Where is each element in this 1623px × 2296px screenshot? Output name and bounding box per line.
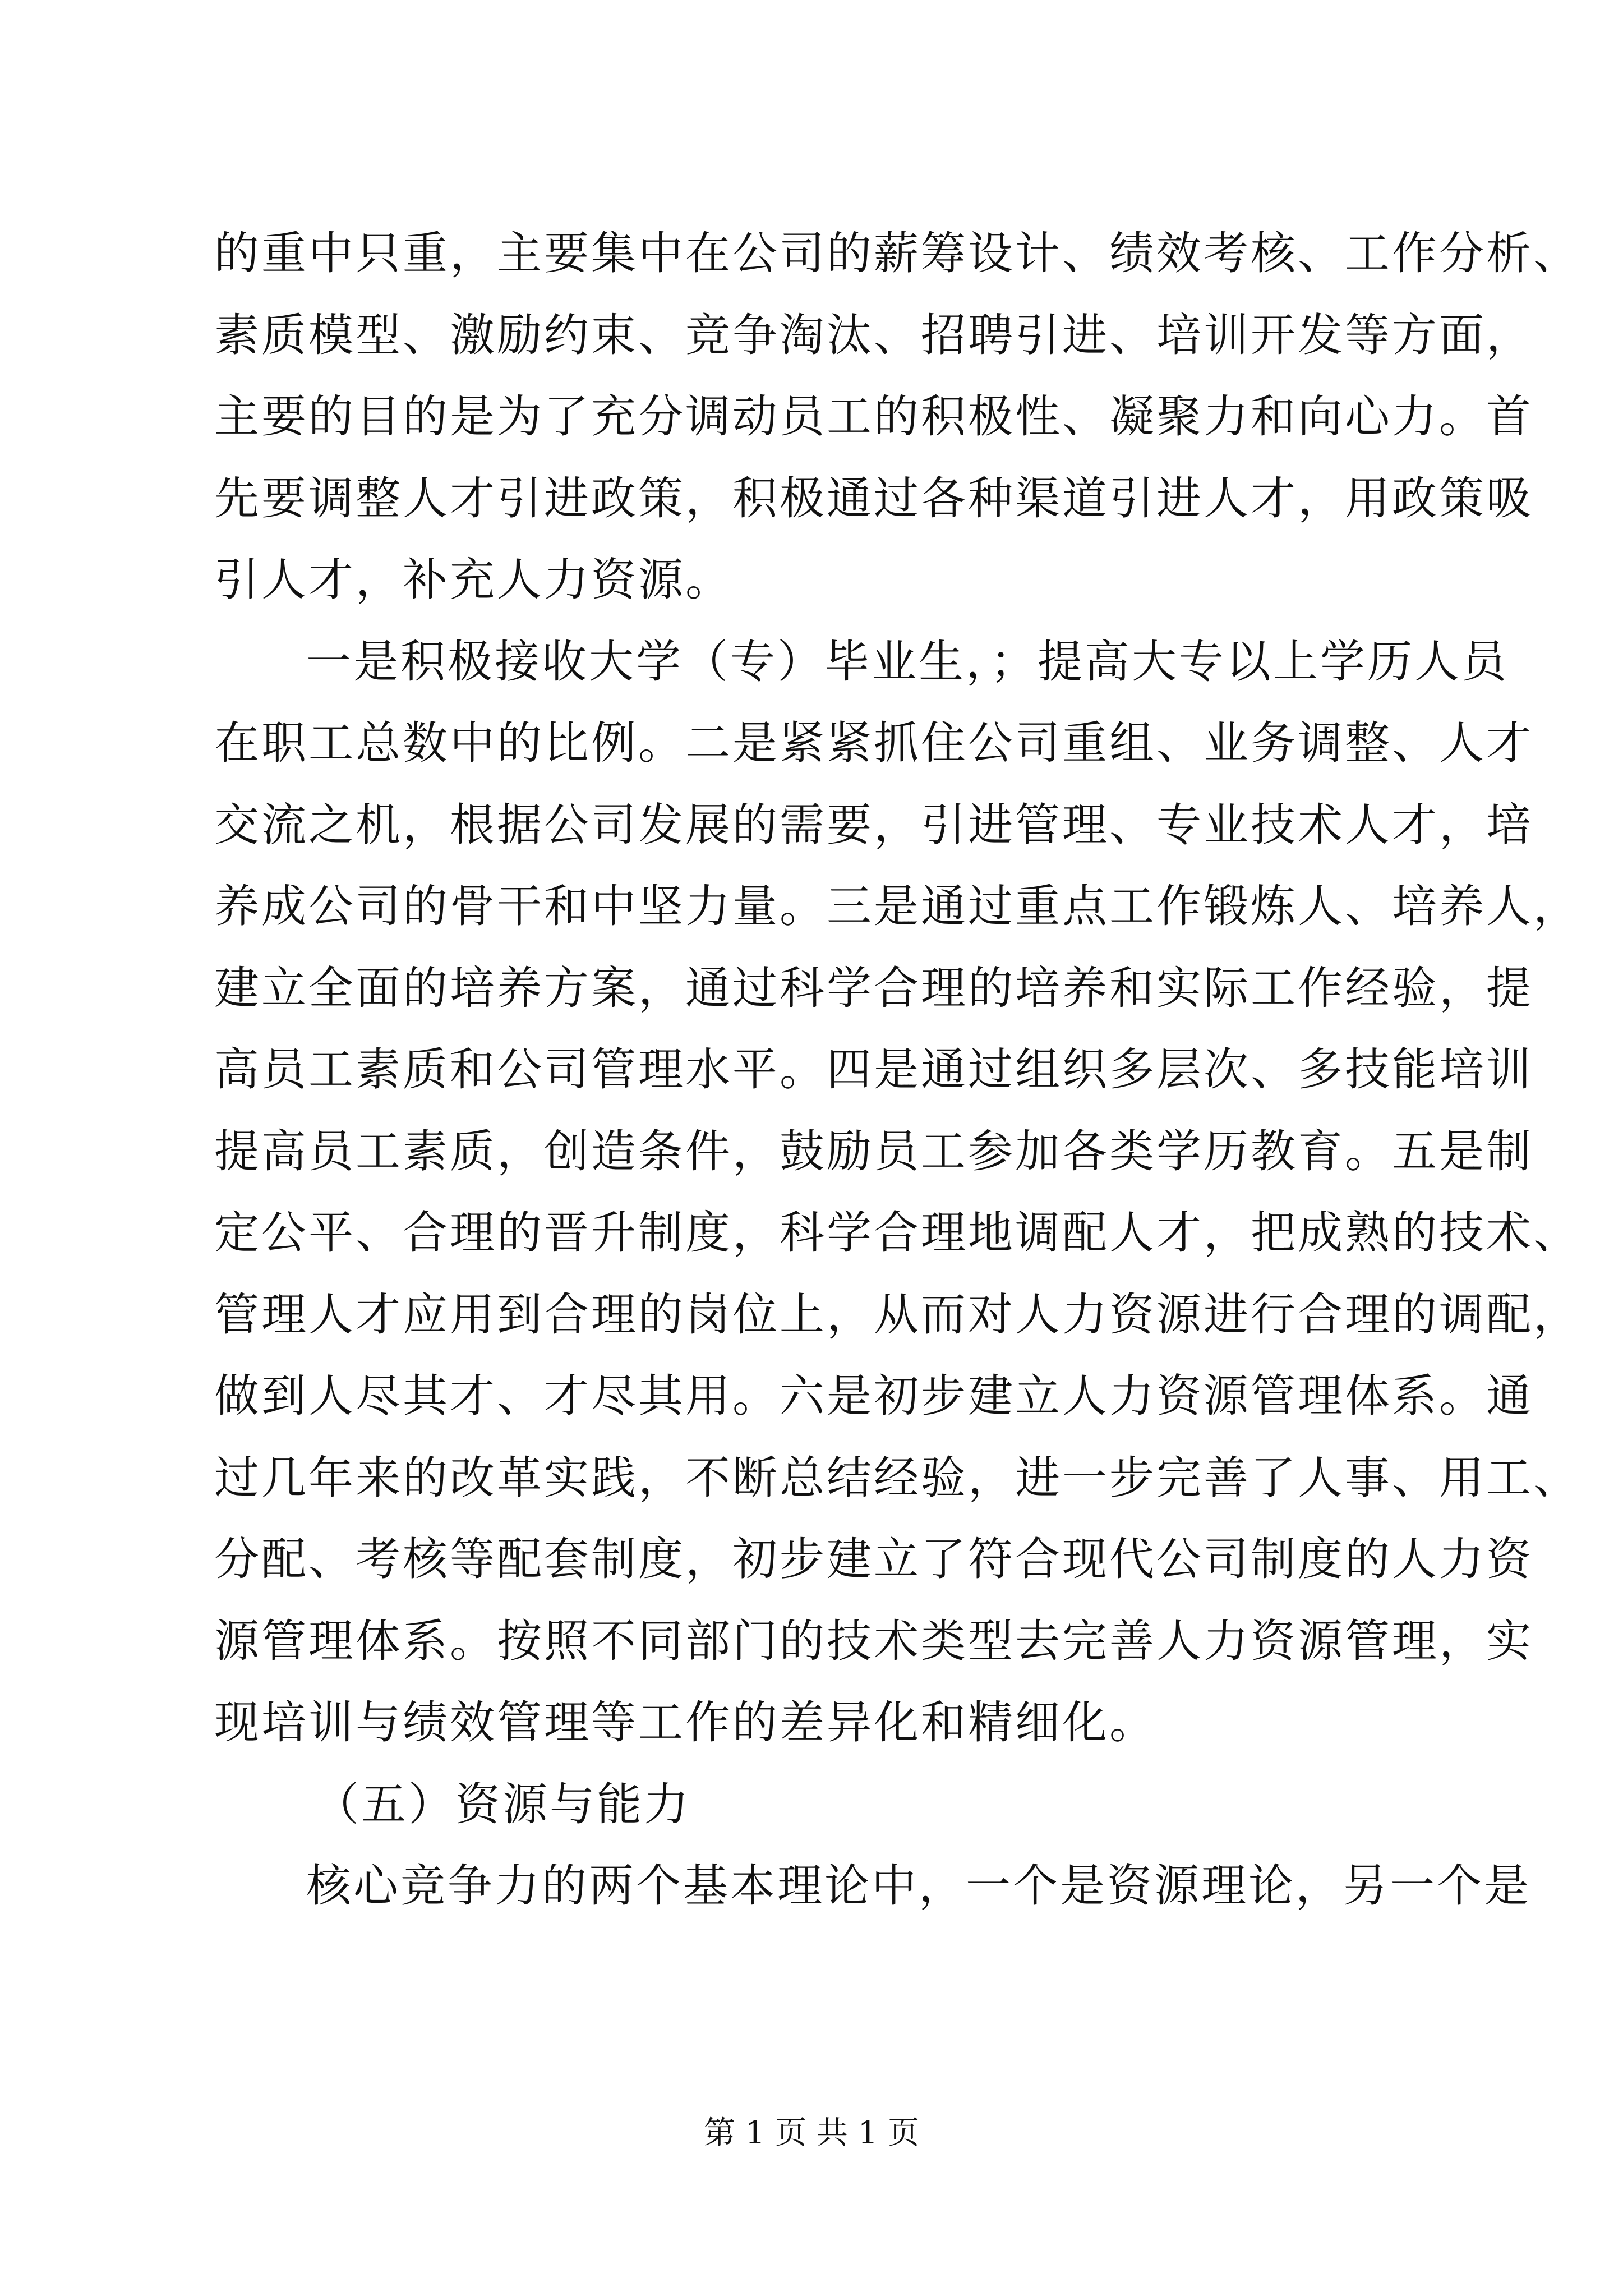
body-text-line: 分配、考核等配套制度，初步建立了符合现代公司制度的人力资	[214, 1533, 1533, 1585]
body-text-line: 的重中只重，主要集中在公司的薪筹设计、绩效考核、工作分析、	[214, 227, 1580, 279]
body-text-line: 主要的目的是为了充分调动员工的积极性、凝聚力和向心力。首	[214, 390, 1533, 443]
body-text-line: 高员工素质和公司管理水平。四是通过组织多层次、多技能培训	[214, 1043, 1533, 1096]
body-text-line: 交流之机，根据公司发展的需要，引进管理、专业技术人才，培	[214, 799, 1533, 851]
body-text-line: 管理人才应用到合理的岗位上，从而对人力资源进行合理的调配，	[214, 1289, 1580, 1341]
body-text-line: 养成公司的骨干和中坚力量。三是通过重点工作锻炼人、培养人，	[214, 880, 1580, 932]
body-text-line: 核心竞争力的两个基本理论中，一个是资源理论，另一个是	[306, 1860, 1531, 1912]
body-text-line: 定公平、合理的晋升制度，科学合理地调配人才，把成熟的技术、	[214, 1207, 1580, 1259]
page-number-footer: 第 1 页 共 1 页	[703, 2115, 920, 2151]
body-text-line: 提高员工素质，创造条件，鼓励员工参加各类学历教育。五是制	[214, 1125, 1533, 1177]
body-text-line: 源管理体系。按照不同部门的技术类型去完善人力资源管理，实	[214, 1615, 1533, 1667]
body-text-line: 过几年来的改革实践，不断总结经验，进一步完善了人事、用工、	[214, 1452, 1580, 1504]
section-heading: （五）资源与能力	[314, 1778, 691, 1830]
body-text-line: 现培训与绩效管理等工作的差异化和精细化。	[214, 1696, 1156, 1749]
body-text-line: 在职工总数中的比例。二是紧紧抓住公司重组、业务调整、人才	[214, 717, 1533, 769]
body-text-line: 做到人尽其才、才尽其用。六是初步建立人力资源管理体系。通	[214, 1370, 1533, 1422]
body-text-line: 一是积极接收大学（专）毕业生，；提高大专以上学历人员	[306, 636, 1509, 688]
body-text-line: 引人才，补充人力资源。	[214, 554, 732, 606]
body-text-line: 素质模型、激励约束、竞争淘汰、招聘引进、培训开发等方面，	[214, 309, 1533, 361]
body-text-line: 建立全面的培养方案，通过科学合理的培养和实际工作经验，提	[214, 962, 1533, 1014]
body-text-line: 先要调整人才引进政策，积极通过各种渠道引进人才，用政策吸	[214, 472, 1533, 524]
